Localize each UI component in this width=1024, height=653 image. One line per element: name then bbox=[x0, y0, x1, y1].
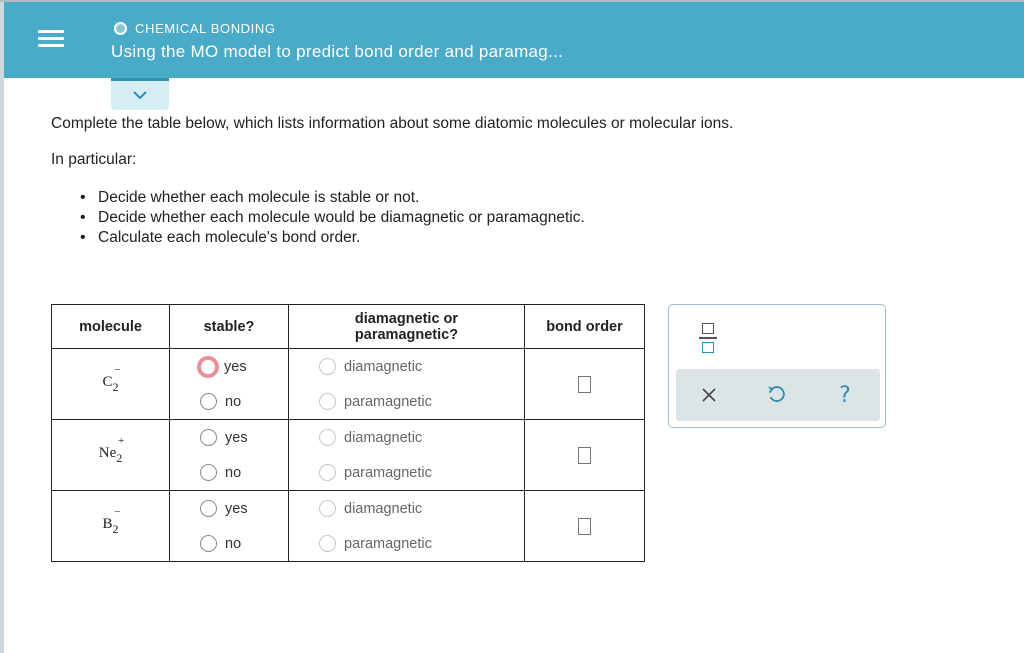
header-bond-order: bond order bbox=[525, 305, 645, 349]
header-molecule: molecule bbox=[52, 305, 170, 349]
instruction-bullet: • Calculate each molecule's bond order. bbox=[80, 228, 585, 248]
topic-label bbox=[114, 21, 276, 36]
bond-order-cell bbox=[525, 420, 645, 491]
table-row bbox=[52, 349, 645, 420]
topic-text: CHEMICAL BONDING bbox=[135, 21, 276, 36]
magnetic-cell bbox=[289, 349, 525, 420]
option-label: paramagnetic bbox=[344, 535, 432, 552]
stable-no-option[interactable] bbox=[200, 384, 288, 419]
option-label: no bbox=[225, 535, 242, 552]
diamagnetic-option[interactable] bbox=[319, 420, 524, 455]
bond-order-input[interactable] bbox=[578, 376, 591, 393]
formula-symbol: Ne bbox=[98, 444, 117, 461]
answer-tools-panel bbox=[668, 304, 886, 428]
header-bar bbox=[4, 2, 1024, 78]
option-label: yes bbox=[225, 500, 248, 517]
stable-yes-option[interactable] bbox=[200, 420, 288, 455]
stable-yes-option[interactable] bbox=[200, 349, 288, 384]
paramagnetic-option[interactable] bbox=[319, 455, 524, 490]
topic-status-icon bbox=[114, 22, 127, 35]
molecule-cell bbox=[52, 491, 170, 562]
header-magnetic-line2: paramagnetic? bbox=[354, 326, 459, 343]
hamburger-menu-icon[interactable] bbox=[34, 26, 68, 56]
stable-no-option[interactable] bbox=[200, 526, 288, 561]
formula-charge: + bbox=[118, 434, 125, 447]
paramagnetic-option[interactable] bbox=[319, 526, 524, 561]
radio-button[interactable] bbox=[319, 429, 336, 446]
expand-header-button[interactable] bbox=[111, 78, 169, 110]
bond-order-cell bbox=[525, 349, 645, 420]
formula-subscript: 2 bbox=[112, 379, 119, 394]
tool-actions-bar bbox=[676, 369, 880, 421]
instruction-bullet: • Decide whether each molecule is stable or not. bbox=[80, 188, 585, 208]
magnetic-cell bbox=[289, 420, 525, 491]
radio-button[interactable] bbox=[319, 358, 336, 375]
option-label: diamagnetic bbox=[344, 500, 423, 517]
help-icon[interactable] bbox=[833, 383, 857, 407]
molecule-formula bbox=[52, 363, 169, 395]
radio-button[interactable] bbox=[319, 464, 336, 481]
molecule-cell bbox=[52, 420, 170, 491]
chevron-down-icon bbox=[133, 91, 147, 100]
option-label: no bbox=[225, 393, 242, 410]
radio-button[interactable] bbox=[319, 500, 336, 517]
option-label: paramagnetic bbox=[344, 393, 432, 410]
stable-cell bbox=[170, 420, 289, 491]
molecule-cell bbox=[52, 349, 170, 420]
radio-button[interactable] bbox=[200, 393, 217, 410]
formula-charge: − bbox=[114, 505, 121, 518]
paramagnetic-option[interactable] bbox=[319, 384, 524, 419]
radio-button[interactable] bbox=[200, 429, 217, 446]
header-stable: stable? bbox=[170, 305, 289, 349]
instructions-intro: Complete the table below, which lists information about some diatomic molecules or molecular ions. bbox=[51, 115, 734, 132]
stable-yes-option[interactable] bbox=[200, 491, 288, 526]
close-icon[interactable] bbox=[697, 383, 721, 407]
table-row bbox=[52, 420, 645, 491]
formula-charge: − bbox=[114, 363, 121, 376]
fraction-icon[interactable] bbox=[699, 323, 717, 355]
magnetic-cell bbox=[289, 491, 525, 562]
option-label: yes bbox=[224, 358, 247, 375]
radio-button[interactable] bbox=[200, 535, 217, 552]
molecule-table bbox=[51, 304, 645, 562]
option-label: paramagnetic bbox=[344, 464, 432, 481]
left-border bbox=[0, 0, 4, 653]
bond-order-cell bbox=[525, 491, 645, 562]
table-header-row bbox=[52, 305, 645, 349]
molecule-formula bbox=[52, 505, 169, 537]
page-title: Using the MO model to predict bond order and paramag... bbox=[111, 42, 564, 61]
formula-symbol: C bbox=[102, 373, 113, 390]
stable-cell bbox=[170, 349, 289, 420]
radio-button[interactable] bbox=[200, 500, 217, 517]
radio-button[interactable] bbox=[319, 393, 336, 410]
option-label: yes bbox=[225, 429, 248, 446]
header-magnetic bbox=[289, 305, 525, 349]
bond-order-input[interactable] bbox=[578, 518, 591, 535]
option-label: diamagnetic bbox=[344, 358, 423, 375]
radio-button[interactable] bbox=[200, 464, 217, 481]
formula-symbol: B bbox=[102, 515, 113, 532]
molecule-formula bbox=[52, 434, 169, 466]
radio-button[interactable] bbox=[197, 356, 219, 378]
bond-order-input[interactable] bbox=[578, 447, 591, 464]
stable-no-option[interactable] bbox=[200, 455, 288, 490]
formula-subscript: 2 bbox=[116, 450, 123, 465]
table-row bbox=[52, 491, 645, 562]
formula-subscript: 2 bbox=[112, 521, 119, 536]
option-label: diamagnetic bbox=[344, 429, 423, 446]
diamagnetic-option[interactable] bbox=[319, 349, 524, 384]
instruction-bullet: • Decide whether each molecule would be diamagnetic or paramagnetic. bbox=[80, 208, 585, 228]
radio-button[interactable] bbox=[319, 535, 336, 552]
instructions-particular: In particular: bbox=[51, 151, 137, 168]
diamagnetic-option[interactable] bbox=[319, 491, 524, 526]
undo-icon[interactable] bbox=[764, 383, 788, 407]
help-symbol: ? bbox=[839, 382, 851, 408]
header-magnetic-line1: diamagnetic or bbox=[354, 310, 459, 327]
option-label: no bbox=[225, 464, 242, 481]
stable-cell bbox=[170, 491, 289, 562]
instructions-list bbox=[80, 188, 585, 248]
